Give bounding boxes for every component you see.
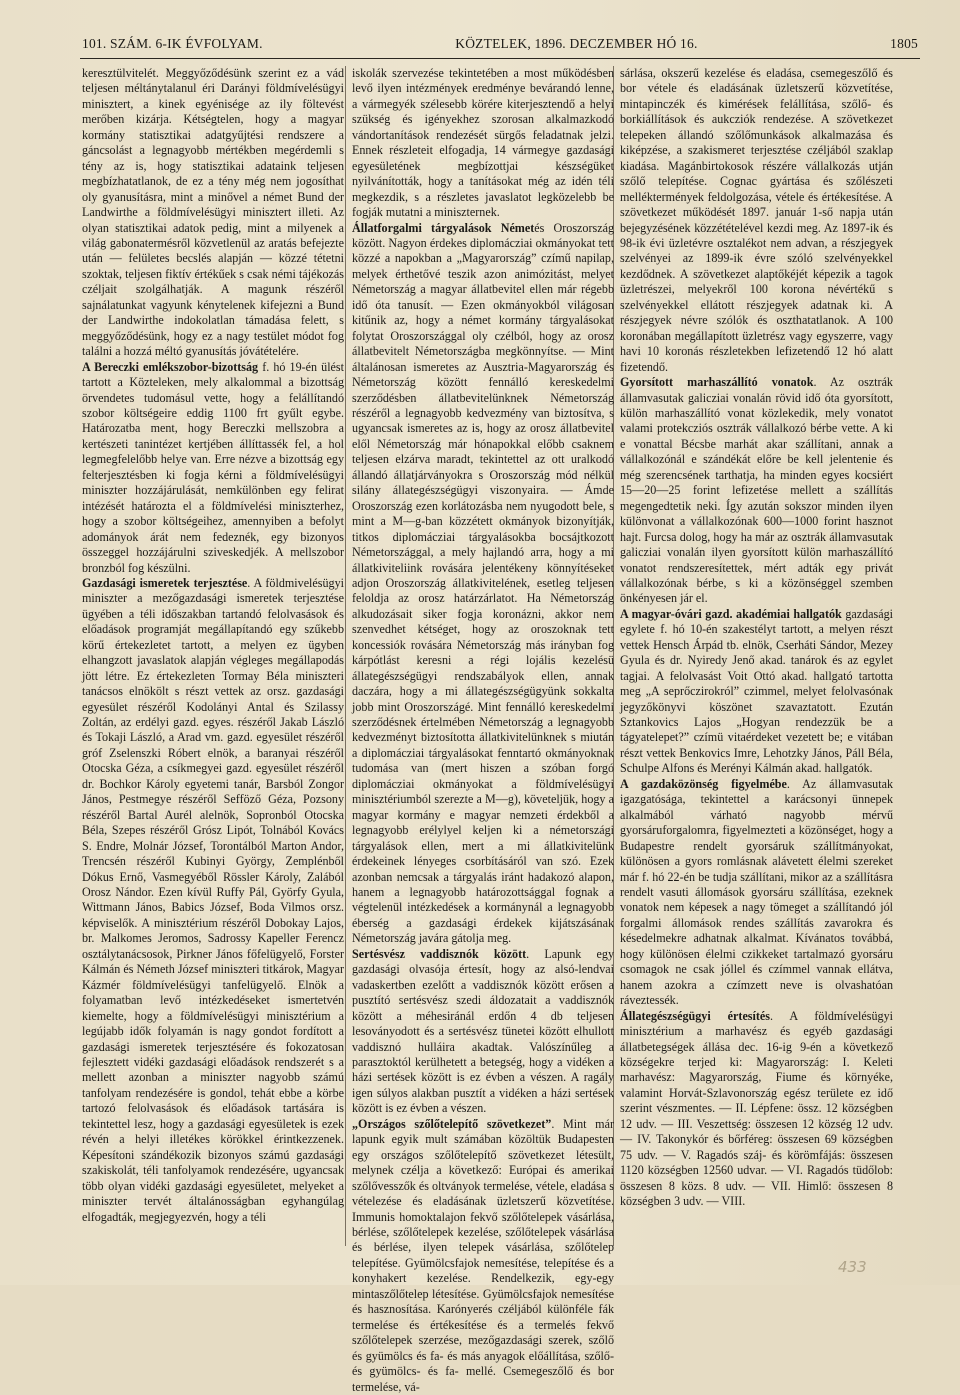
article-paragraph: Gyorsított marhaszállító vonatok. Az osztrák államvasutak galicziai vonalán rövid idő óta gyorsított, külön marhaszállító vonat közlekedik, mely vonatot valami protekcziós osztrák vállalkozó bérbe vette. A ki e vonattal Bécsbe marhát akar szállítani, annak a vállalkozónál e szándékát előre be kell jelentenie és még szerencsének tarthatja, ha minden egyes kocsiért 15—20—25 forint lefizetése mellett a szállítás megengedtetik neki. Így azután sokszor minden ilyen különvonat a vállalkozónak 600—1000 forint hasznot hajt. Furcsa dolog, hogy ha már az osztrák államvasutak galicziai vonalán ilyen gyorsított külön marhaszállító vonatot rendszeresítettek, mért adták egy privát vállalkozónak bérbe, s ki a közönséggel szemben önkényesen jár el. — [620, 375, 893, 606]
article-paragraph: Sertésvész vaddisznók között. Lapunk egy gazdasági olvasója értesít, hogy az alsó-lendvai vadaskertben ezelőtt a vaddisznók között erősen a pusztító sertésvész szedi áldozatait a vaddisznók között a méhesiránál erdőn 4 db teljesen lesoványodott és a sertésvész tünetei között elhullott vaddisznó hulláira akadtak. Valószínűleg a parasztoktól kerülhetett a betegség, hogy a vidéken a házi sertések között is ez évben a vészen. A ragály igen súlyos alakban pusztít a vidéken a házi sertések között is ez évben a vészen. — [352, 946, 614, 1116]
header-rule — [80, 58, 920, 59]
column-1 — [82, 66, 344, 1251]
article-paragraph: Állatforgalmi tárgyalások Németés Oroszország között. Nagyon érdekes diplomácziai okmányokat tett közzé a napokban a „Magyarország” czímű napilap, melyek érthetővé teszik azon animózitást, melyet Németország a magyar állatbevitel ellen már régebb idő óta tanusít. — Ezen okmányokból világosan kitűnik az, hogy a német kormány tárgyalásokat folytat Oroszországgal oly czélból, hogy az orosz állatbevitelt Németországba megkönnyítse. — Mint általánosan ismeretes az Ausztria-Magyarország és Németország között fennálló kereskedelmi szerződésben állatbevitelünknek Németország részéről a legnagyobb kedvezmény van biztosítva, s ugyancsak ismeretes az is, hogy az orosz állatbevitel elől Németország már hónapokkal előbb csaknem teljesen elzárva maradt, tekintettel az ott uralkodó állandó állatjárványokra s Oroszország mód nélkül silány állategészségügyi viszonyaira. — Ámde Oroszország ezen korlátozásba nem nyugodott bele, s mint a M—g-ban közzétett okmányok bizonyítják, titkos diplomácziai tárgyalásokba bocsájtkozott Németországgal, a mely hajlandó arra, hogy a mi állatkiviteliink rovására jelentékeny könnyítéseket adjon Oroszország állatkivitelének, esetleg teljesen feloldja az orosz határzárlatot. Ha Németország alkudozásait siker fogja koronázni, akkor nem szenvedhet kétséget, hogy az oroszoknak tett koncessiók rovására Németország más irányban fog kárpótlást keresni a régi lojális kezelésü állategészségügyi rendszabályok ellen, annak daczára, hogy a mi állategészségügyünk sokkalta jobb mint Oroszországé. Mint fennálló kereskedelmi szerződésnek értelmében Németország a legnagyobb kedvezményt biztosította állatkivitelünknek s miután a diplomácziai tárgyalásokat fenntartó okmányoknak tudomása van (mert hiszen a szóban forgó diplomácziai okmányokat a földmívelésügyi minisztériumból szerezte a M—g), követeljük, hogy a magyar kormány e magyar nemzeti érdekből a legnagyobb erélylyel keljen ki a németországi tárgyalások ellen, mert a mi állatkivitelünk érdekeinek lényeges csorbításáról van szó. Ezek azonban nemcsak a tárgyalás iránt hadakozó alapon, hanem a legnagyobb határozottsággal fognak a végtelenül intézkedések a kormánynál a legnagyobb éberség a gazdasági érdekek kijátszásának Németország javára gátolja meg. — [352, 220, 614, 946]
page-number: 1805 — [890, 36, 918, 51]
library-stamp: 433 — [838, 1258, 867, 1276]
section-heading: „Országos szőlőtelepítő szövetkezet” — [352, 1116, 552, 1131]
section-heading: A Bereczki emlékszobor-bizottság — [82, 359, 259, 374]
page-header — [82, 36, 918, 56]
article-paragraph: sárlása, okszerű kezelése és eladása, csemegeszőlő és bor vétele és eladásának üzletszerű közvetítése, mintapinczék és kimérések felállítása, szőlő- és borkiállítások és aukcziók rendezése. A szövetkezet telepeken állandó szőlőmunkások alkalmazása és kiképzése, a szakismeret terjesztése czéljából szaklap kiadása. Magánbirtokosok részére vállalkozás utján szőlő telepítése. Cognac gyártása és szőlészeti melléktermények feldolgozása, vétele és értékesítése. A szövetkezet működését 1897. január 1-ső napja után bejegyzésének közzétételével kezdi meg. Az 1897-ik és 98-ik évi üzletévre osztalékot nem advan, a részjegyek szelvényei az 1899-ik évre szóló szelvényekkel kezdődnek. A szövetkezet alaptőkéjét képezik a tagok üzletrészei, melyekről 100 korona névértékű s szelvényekkel ellátott részjegyek adatnak ki. A részjegyek névre szólók és oszthatatlanok. A 100 koronában megállapított üzletrész vagy egyszerre, vagy havi 10 koronás részletekben lefizetendő 12 hó alatt fizetendő. — [620, 66, 893, 374]
section-heading: A magyar-óvári gazd. akadémiai hallgatók — [620, 606, 842, 621]
article-paragraph: keresztülvitelét. Meggyőződésünk szerint ez a vád teljesen méltánytalanul éri Darányi földmívelésügyi minisztert, a kinek egyénisége az ily föltevést merőben kizárja. Kétségtelen, hogy a magyar kormány statisztikai adatgyűjtési rendszere a gáncsolást a legnagyobb mértékben megérdemli s tény az is, hogy statisztikai adataink teljesen megbízhatatlanok, de ez a tény még nem jogosíthat oly gyanusításra, mint a minővel a német Bund der Landwirthe a földmívelésügyi minisztert illeti. Az olyan statisztikai adatok pedig, mint a milyenek a világ gabonatermésről közvetlenül az aratás befejezte után — felületes becslés alapján — közzé tétetni szoktak, teljesen fiktív értékűek s csak némi tájékozás czéljait szolgálhatják. A magunk részéről sajnálatunkat vagyunk kénytelenek kifejezni a Bund der Landwirthe indokolatlan támadása felett, s meggyőződésünk, hogy ez a nagy testület módot fog találni a hozzá méltó gyanusítás jóvátételére. — [82, 66, 344, 359]
article-paragraph: Állategészségügyi értesítés. A földmívelésügyi minisztérium a marhavész és egyéb gazdasági állatbetegségek állása dec. 16-ig 9-én a következő községekre terjed ki: Magyarország: I. Keleti marhavész: Magyarország, Fiume és környéke, valamint Horvát-Szlavonország egész területe ez idő szerint vészmentes. — II. Lépfene: össz. 12 községben 12 udv. — III. Veszettség: összesen 12 község 12 udv. — IV. Takonykór és bőrféreg: összesen 69 községben 75 udv. — V. Ragadós száj- és körömfájás: összesen 1120 községben 12560 udvar. — VI. Ragadós tüdőlob: összesen 8 közs. 8 udv. — VII. Himlő: összesen 8 községben 3 udv. — VIII. — [620, 1008, 893, 1209]
article-paragraph: „Országos szőlőtelepítő szövetkezet”. Mint már lapunk egyik mult számában közöltük Budapesten egy országos szőlőtelepítő szövetkezet létesült, melynek czélja a következő: Európai és amerikai szőlővesszők és oltványok termelése, vétele, eladása s vételezése és eladásának üzletszerű közvetítése. Immunis homoktalajon fekvő szőlőtelepek vásárlása, bérlése, szőlőtelepek kezelése, szőlőtelepek vásárlása és bérlése, ilyen telepek vásárlása, szőlőtelep telepítése. Gyümölcsfajok nemesítése, telepítése és a konyhakert kezelése. Rendelkezik, egy-egy mintaszőlőtelep létesítése. Gyümölcsfajok nemesítése és hasznosítása. Karónyerés czéljából különféle fák termelése és értékesítése és a termelés fekvő szőlőtelepek szerzése, mezőgazdasági szerek, szőlő és gyümölcs és fa- és más anyagok előállítása, szőlő- és gyümölcs- és fa- mellé. Csemegeszőlő és bor termelése, vá- — [352, 1116, 614, 1394]
article-paragraph: A gazdaközönség figyelmébe. Az államvasutak igazgatósága, tekintettel a karácsonyi ünnepek alkalmából várható nagyobb mérvű gyorsáruforgalomra, figyelmezteti a közönséget, hogy a Budapestre rendelt gyorsáruk szállítmányokat, különösen a gyors romlásnak alávetett élelmi szereket már f. hó 22-én be tudja szállítani, mikor az a szállításra rendelt vasuti állomások gyorsáru szállítása, ezeknek vonatok nem képesek a nagy tömeget a szállítandó jól forgalmi állomások rendes szállítás zavarokra és késedelmekre adhatnak alkalmat. Kívánatos továbbá, hogy különösen élelmi czikkeket tartalmazó gyorsáru csomagok ne csak jóllel és czímmel vannak ellátva, hanem azokra a czímzett neve is olvashatóan ráveztessék. — [620, 776, 893, 1008]
article-paragraph: A magyar-óvári gazd. akadémiai hallgatók gazdasági egylete f. hó 10-én szakestélyt tartott, a melyen részt vettek Hensch Árpád tb. elnök, Cserháti Sándor, Mezey Gyula és dr. Nyiredy Jenő akad. tanárok és az egylet tagjai. A felolvasást Voit Ottó akad. hallgató tartotta meg „A seprőczirokról” czimmel, melyet felolvasónak jegyzőkönyvi köszönet szavaztatott. Ezután Sztankovics Lajos „Hogyan rendezzük be a tágyatelepet?” czímü vitaérdeket vezetett be; e vitában részt vettek Benkovics Imre, Lehotzky János, Páll Béla, Schulpe Alfons és Merényi Kálmán akad. hallgatók. — [620, 606, 894, 776]
section-heading: Állatforgalmi tárgyalások Német — [352, 220, 535, 235]
column-2 — [352, 66, 614, 1394]
section-heading: Gazdasági ismeretek terjesztése — [82, 575, 248, 590]
section-heading: Gyorsított marhaszállító vonatok — [620, 375, 814, 390]
issue-number: 101. SZÁM. 6-IK ÉVFOLYAM. — [82, 36, 263, 51]
section-heading: Sertésvész vaddisznók között — [352, 946, 527, 961]
section-heading: A gazdaközönség figyelmébe — [620, 776, 787, 791]
masthead-date: KÖZTELEK, 1896. DECZEMBER HÓ 16. — [455, 36, 698, 51]
column-divider — [345, 66, 346, 1246]
column-3 — [620, 66, 893, 1251]
article-paragraph: iskolák szervezése tekintetében a most működésben levő ilyen intézmények eredménye bevárandó lenne, a vármegyék szélesebb körére kiterjesztendő a helyi szükség és igényekhez szorosan alkalmazkodó vándortanítások rendezését sürgős feladatnak jelzi. Ennek részleteit elfogadja, 14 vármegye gazdasági egyesületének megbízottjai készségüket nyilvánították, hogy a tanításokat még az idén téli megkezdik, s a részletes javaslatot legközelebb be fogják mutatni a miniszternek. — [352, 66, 614, 220]
article-paragraph: A Bereczki emlékszobor-bizottság f. hó 19-én ülést tartott a Közteleken, mely alkalommal a bizottság örvendetes tudomásul vette, hogy a felállítandó szobor költségeire eddig 1100 frt gyűlt egybe. Határozatba ment, hogy Bereczki mellszobra a kertészeti tanintézet kertjében állíttassék fel, a hol legmegfelelőbb helye van. Erre nézve a bizottság egy felterjesztésben ki fogja kérni a földmívelésügyi miniszter hozzájárulását, nemkülönben egy felirat intézését határozta el a földmívelési miniszterhez, hogy a szobor költségeihez, amennyiben a befolyt adományok árát nem fedeznék, egy bizonyos összeggel hozzájárulni sziveskedjék. A mellszobor bronzból fog készülni. — [82, 359, 344, 575]
article-paragraph: Gazdasági ismeretek terjesztése. A földmivelésügyi miniszter a mezőgazdasági ismeretek terjesztése ügyében a téli időszakban tartandó felolvasások és előadások programját megállapítandó egy szűkebb körű értekezletet tartott, a melyen ez ügyben elhangzott javaslatok alapján végleges megállapodás jött létre. Ez értekezleten Tormay Béla miniszteri tanácsos elnökölt s részt vettek az orsz. gazdasági egyesület részéről Kodolányi Antal és Szilassy Zoltán, az erdélyi gazd. egyes. részéről Jakab László és Tokaji László, a Arad vm. gazd. egyesület részéről gróf Zselenszki Róbert elnök, a baranyai részéről Otocska Géza, a csíkmegyei gazd. egyesület részéről dr. Bochkor Károly egyetemi tanár, Barsból Zongor János, Pestmegye részéről Sefföző Géza, Pozsony részéről Bartal Aurél alelnök, Sopronból Otocska Béla, Szepes részéről Grósz Lipót, Tolnából Kovács S. Endre, Molnár József, Torontálból Marton Andor, Trencsén részéről Kubinyi György, Zemplénből Dókus Ernő, Vasmegyéből Rössler Károly, Zalából Orosz Nándor. Ezen kívül Ruffy Pál, Györfy Gyula, Wittmann János, Babics József, Boda Vilmos orsz. képviselők. A minisztérium részéről Dobokay Lajos, br. Malkomes Jeromos, Sadrossy Kapeller Ferencz osztálytanácsosok, Pirkner János főfelügyelő, Forster Kálmán és Németh József miniszteri titkárok, Magyar Kázmér földmívelésügyi tanfelügyelő. Elnök a folyamatban levő intézkedéseket ismertetvén kiemelte, hogy a földmívelésügyi minisztérium a legújabb idők folyamán is nagy gondot fordított a gazdasági ismeretek terjesztésére és fokozatosan fejlesztett vidéki gazdasági előadások rendszerét s a mellett azonban a miniszter nagyobb számú tanfolyam rendezésére is gondol, tehát ebbe a körbe tartozó felolvasások és előadások tartására is tekintettel lesz, hogy a gazdasági egyesületek is ezek révén a helyi illetékes körökkel érintkezzenek. Képesítoni szándékozik bizonyos számú gazdasági szakiskolát, téli tanfolyamok rendezésére, ugyancsak több olyan vidéki gazdasági egyesületet, melyeket a miniszter tervét általánosságban egyhangúlag elfogadták, megjegyezvén, hogy a téli — [82, 575, 344, 1224]
section-heading: Állategészségügyi értesítés — [620, 1008, 770, 1023]
